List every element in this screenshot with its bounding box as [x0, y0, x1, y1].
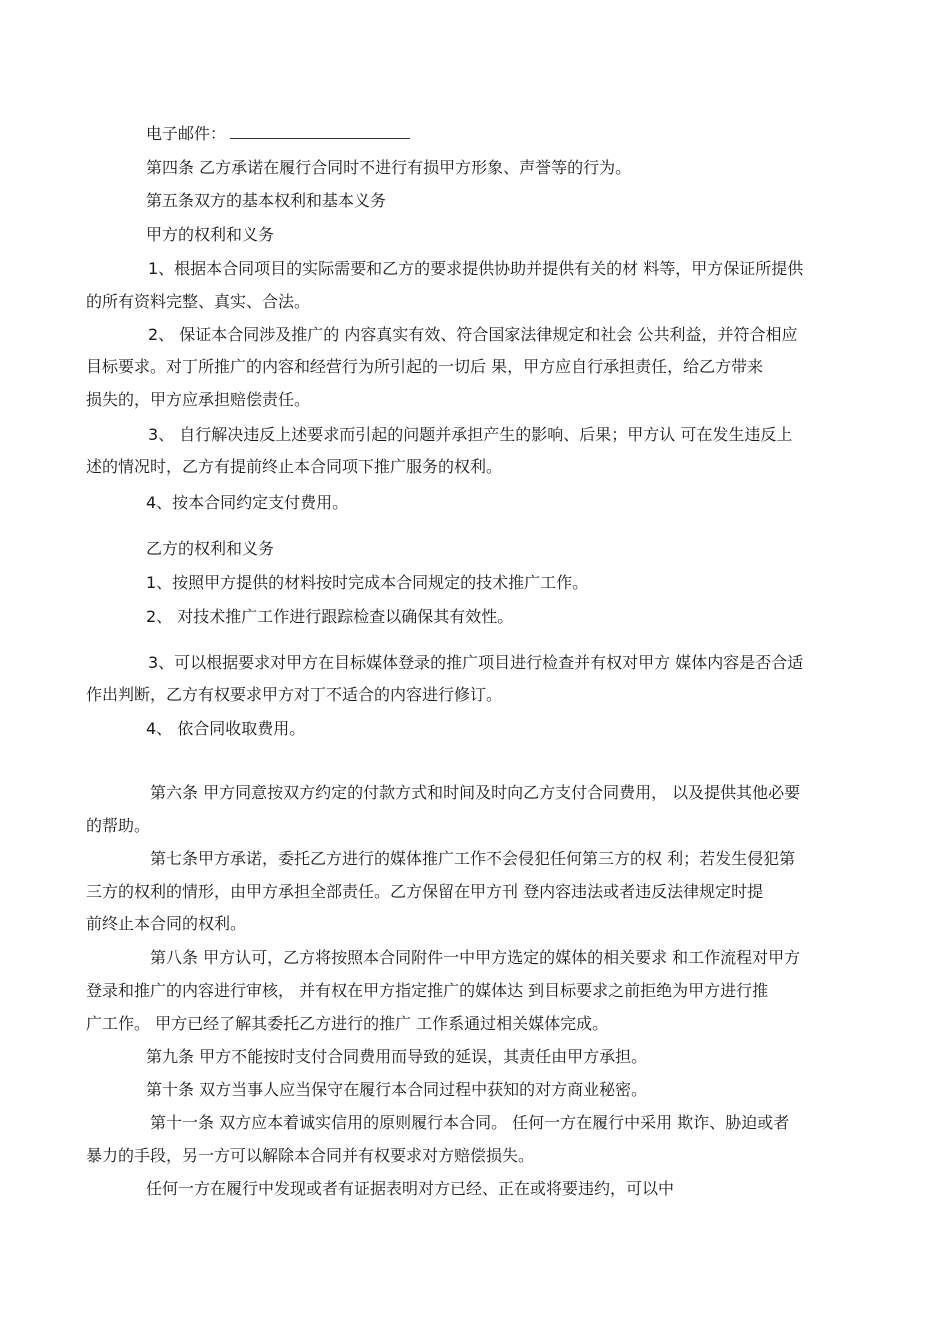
email-blank — [230, 124, 410, 139]
email-label: 电子邮件： — [146, 124, 227, 143]
party-a-item-1-cont: 的所有资料完整、真实、合法。 — [86, 292, 311, 311]
party-a-item-1: 1、根据本合同项目的实际需要和乙方的要求提供协助并提供有关的材 料等，甲方保证所提供 — [148, 259, 804, 278]
article-9: 第九条 甲方不能按时支付合同费用而导致的延误，其责任由甲方承担。 — [146, 1047, 648, 1066]
party-b-heading: 乙方的权利和义务 — [146, 539, 275, 558]
party-a-item-4: 4、按本合同约定支付费用。 — [146, 493, 349, 512]
closing-paragraph: 任何一方在履行中发现或者有证据表明对方已经、正在或将要违约，可以中 — [146, 1179, 675, 1198]
article-11: 第十一条 双方应本着诚实信用的原则履行本合同。 任何一方在履行中采用 欺诈、胁迫或者 — [150, 1113, 790, 1132]
article-7: 第七条甲方承诺，委托乙方进行的媒体推广工作不会侵犯任何第三方的权 利；若发生侵犯第 — [150, 849, 796, 868]
party-b-item-2: 2、 对技术推广工作进行跟踪检查以确保其有效性。 — [146, 607, 514, 626]
article-11-cont: 暴力的手段，另一方可以解除本合同并有权要求对方赔偿损失。 — [86, 1146, 535, 1165]
party-a-item-2-cont-2: 损失的，甲方应承担赔偿责任。 — [86, 390, 311, 409]
party-b-item-1: 1、按照甲方提供的材料按时完成本合同规定的技术推广工作。 — [146, 573, 589, 592]
article-5-heading: 第五条双方的基本权利和基本义务 — [146, 191, 387, 210]
party-b-item-3-cont: 作出判断，乙方有权要求甲方对丁不适合的内容进行修订。 — [86, 685, 503, 704]
article-10: 第十条 双方当事人应当保守在履行本合同过程中获知的对方商业秘密。 — [146, 1080, 648, 1099]
party-b-item-3: 3、可以根据要求对甲方在目标媒体登录的推广项目进行检查并有权对甲方 媒体内容是否合适 — [148, 653, 804, 672]
party-a-item-2: 2、 保证本合同涉及推广的 内容真实有效、符合国家法律规定和社会 公共利益，并符合相应 — [148, 325, 798, 344]
party-a-item-3: 3、 自行解决违反上述要求而引起的问题并承担产生的影响、后果；甲方认 可在发生违反上 — [148, 425, 793, 444]
article-7-cont-2: 前终止本合同的权利。 — [86, 914, 247, 933]
article-8-cont-1: 登录和推广的内容进行审核， 并有权在甲方指定推广的媒体达 到目标要求之前拒绝为甲方进行推 — [86, 981, 769, 1000]
party-b-item-4: 4、 依合同收取费用。 — [146, 719, 306, 738]
article-6: 第六条 甲方同意按双方约定的付款方式和时间及时向乙方支付合同费用， 以及提供其他必要 — [150, 783, 801, 802]
article-6-cont: 的帮助。 — [86, 816, 151, 835]
email-line — [0, 124, 950, 144]
article-8: 第八条 甲方认可，乙方将按照本合同附件一中甲方选定的媒体的相关要求 和工作流程对甲方 — [150, 948, 801, 967]
article-4: 第四条 乙方承诺在履行合同时不进行有损甲方形象、声誉等的行为。 — [146, 158, 632, 177]
party-a-heading: 甲方的权利和义务 — [146, 225, 275, 244]
article-8-cont-2: 广工作。 甲方已经了解其委托乙方进行的推广 工作系通过相关媒体完成。 — [86, 1014, 609, 1033]
article-7-cont-1: 三方的权利的情形，由甲方承担全部责任。乙方保留在甲方刊 登内容违法或者违反法律规定时提 — [86, 882, 764, 901]
party-a-item-2-cont-1: 目标要求。对丁所推广的内容和经营行为所引起的一切后 果，甲方应自行承担责任，给乙方带来 — [86, 357, 764, 376]
party-a-item-3-cont: 述的情况时，乙方有提前终止本合同项下推广服务的权利。 — [86, 457, 503, 476]
